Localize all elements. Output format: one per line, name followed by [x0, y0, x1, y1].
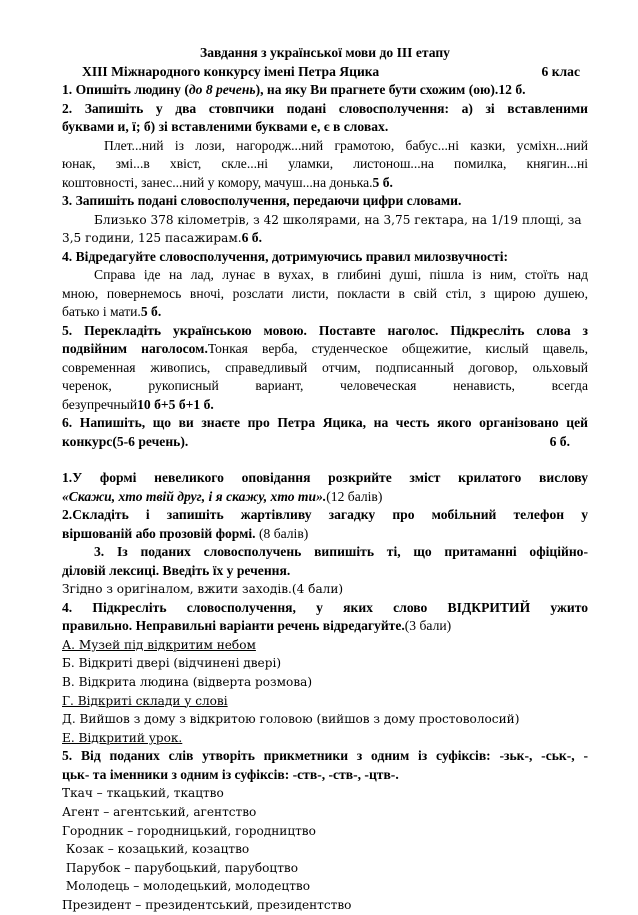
- task-2-4-line2: правильно. Неправильні варіанти речень відредагуйте.(3 бали): [62, 618, 452, 634]
- task-1-4-line2: мною, повернемось вночі, розслати листи, покласти в свій стіл, з щирою душею,: [62, 285, 588, 301]
- task-1-4-line3: батько і мати.5 б.: [62, 304, 162, 320]
- task-2-1: 1.У формі невеликого оповідання розкрийте зміст крилатого вислову: [62, 470, 588, 486]
- task-2-3-line3: Згідно з оригіналом, вжити заходів.(4 бали): [62, 582, 344, 597]
- option-a: А. Музей під відкритим небом: [62, 637, 256, 652]
- answer-line: Молодець – молодецький, молодецтво: [62, 879, 310, 894]
- contest-name: ХІІІ Міжнародного конкурсу імені Петра Яцика: [82, 63, 380, 79]
- task-1-5-line3: современная живопись, справедливый отчим, подписанный договор, ольховый: [62, 359, 588, 375]
- spacer: [62, 451, 588, 469]
- page-title: Завдання з української мови до ІІІ етапу: [200, 45, 450, 60]
- answer-line: Агент – агентський, агентство: [62, 804, 257, 819]
- grade-label: 6 клас: [541, 63, 580, 79]
- task-1-5-line5: безупречный10 б+5 б+1 б.: [62, 396, 214, 412]
- option-b: Б. Відкриті двері (відчинені двері): [62, 656, 282, 671]
- task-2-4: 4. Підкресліть словосполучення, у яких слово ВІДКРИТИЙ ужито: [62, 599, 588, 615]
- answer-line: Президент – президентський, президентство: [62, 897, 352, 912]
- option-h: Г. Відкриті склади у слові: [62, 693, 228, 708]
- task-2-5-line2: цьк- та іменники з одним із суфіксів: -ств-, -ств-, -цтв-.: [62, 766, 399, 782]
- answer-line: Козак – козацький, козацтво: [62, 842, 250, 857]
- task-1-6-line2: конкурс(5-6 речень). 6 б.: [62, 433, 570, 449]
- option-v: В. Відкрита людина (відверта розмова): [62, 674, 313, 689]
- task-1-2-words-2: юнак, змі...в хвіст, скле...ні уламки, листонош...на помилка, княгин...ні: [62, 156, 588, 171]
- task-2-1-line2: «Скажи, хто твій друг, і я скажу, хто ти».(12 балів): [62, 488, 383, 504]
- task-1-1: 1. Опишіть людину (до 8 речень), на яку Ви прагнете бути схожим (ою).12 б.: [62, 82, 526, 97]
- task-1-6: 6. Напишіть, що ви знаєте про Петра Яцика, на честь якого організовано цей: [62, 415, 588, 431]
- answer-line: Ткач – ткацький, ткацтво: [62, 786, 224, 801]
- task-1-5: 5. Перекладіть українською мовою. Поставте наголос. Підкресліть слова з: [62, 322, 588, 338]
- task-1-4: 4. Відредагуйте словосполучення, дотримуючись правил милозвучності:: [62, 248, 509, 264]
- option-e: Е. Відкритий урок.: [62, 730, 183, 745]
- task-2-5: 5. Від поданих слів утворіть прикметники з одним із суфіксів: -зьк-, -ськ-, -: [62, 748, 588, 764]
- task-1-2-words-1: Плет...ний із лози, нагородж...ний грамотою, бабус...ні казки, усміхн...ний: [104, 137, 588, 153]
- answer-line: Парубок – парубоцький, парубоцтво: [62, 860, 298, 875]
- task-1-3-line2: 3,5 години, 125 пасажирам.6 б.: [62, 230, 262, 246]
- task-1-5-line4: черенок, рукописный вариант, человеческая ненависть, всегда: [62, 378, 588, 394]
- option-d: Д. Вийшов з дому з відкритою головою (вийшов з дому простоволосий): [62, 712, 520, 727]
- task-2-2: 2.Складіть і запишіть жартівливу загадку про мобільний телефон у: [62, 507, 588, 523]
- task-1-3-line1: Близько 378 кілометрів, з 42 школярами, на 3,75 гектара, на 1/19 площі, за: [94, 212, 582, 227]
- task-1-2: 2. Запишіть у два стовпчики подані словосполучення: а) зі вставленими: [62, 100, 588, 116]
- task-2-3: 3. Із поданих словосполучень випишіть ті, що притаманні офіційно-: [94, 544, 588, 560]
- task-1-2-words-3: коштовності, занес...ний у комору, мачуш...на донька.5 б.: [62, 174, 393, 190]
- task-1-4-line1: Справа іде на лад, лунає в вухах, в глибині душі, пішла із ним, стоїть над: [94, 267, 588, 283]
- task-1-3: 3. Запишіть подані словосполучення, передаючи цифри словами.: [62, 193, 462, 208]
- contest-header: [62, 63, 588, 82]
- task-1-5-line2: подвійним наголосом.Тонкая верба, студенческое общежитие, кислый щавель,: [62, 341, 588, 357]
- task-2-3-line2: діловій лексиці. Введіть їх у речення.: [62, 562, 291, 578]
- task-1-2-line2: буквами и, ї; б) зі вставленими буквами е, є в словах.: [62, 119, 389, 134]
- task-2-2-line2: віршованій або прозовій формі. (8 балів): [62, 525, 309, 541]
- answer-line: Городник – городницький, городництво: [62, 823, 316, 838]
